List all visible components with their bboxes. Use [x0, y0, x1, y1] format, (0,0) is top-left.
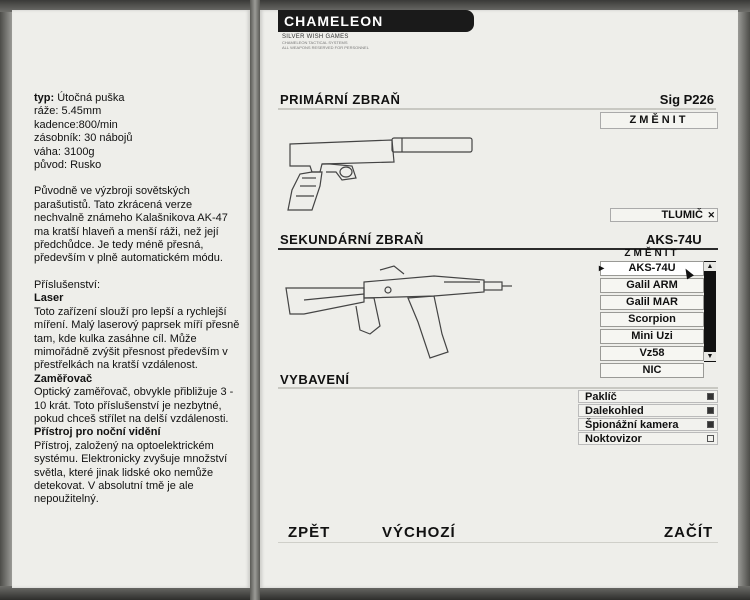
night-vision-title: Přístroj pro noční vidění [34, 426, 161, 439]
stat-weight: váha: 3100g [34, 145, 95, 158]
panel-divider [250, 0, 260, 600]
intro-text: Původně ve výzbroji sovětských parašutistů. Tato zkrácená verze nechvalně známeho Kalašnikova AK-47 ma kratší hlaveň a menší ráži, než její předchůdce. Je tedy méně přesná, především v plně automatickém módu. [34, 185, 228, 265]
logo-title: CHAMELEON [278, 10, 474, 32]
frame-left-edge [0, 0, 12, 600]
change-primary-button[interactable]: ZMĚNIT [600, 112, 718, 129]
scroll-up-icon[interactable]: ▲ [704, 262, 716, 271]
frame-bottom-bar [0, 586, 750, 600]
silencer-toggle[interactable]: TLUMIČ ✕ [610, 208, 718, 222]
weapon-option-aks74u[interactable]: ▸ AKS-74U [600, 261, 704, 276]
secondary-weapon-name: AKS-74U [646, 232, 702, 247]
change-secondary-button[interactable]: ZMĚNIT [624, 248, 680, 259]
game-logo [278, 10, 474, 50]
start-button[interactable]: ZAČÍT [664, 524, 714, 541]
accessories-label: Příslušenství: [34, 278, 101, 291]
stat-magazine: zásobník: 30 nábojů [34, 132, 133, 145]
logo-subtitle: SILVER WISH GAMES [282, 34, 349, 40]
scope-title: Zaměřovač [34, 372, 93, 385]
laser-text: Toto zařízení slouží pro lepší a rychlejší míření. Malý laserový paprsek míří přesně tam, kde kulka zasáhne cíl. Může mimořádně zvýšit přesnost především v přestřelkách na kratší vzdálenost. [34, 305, 240, 372]
weapon-option-scorpion[interactable]: Scorpion [600, 312, 704, 327]
silencer-check-icon: ✕ [707, 210, 715, 220]
weapon-option-none[interactable]: NIC [600, 363, 704, 378]
primary-rule [278, 108, 716, 110]
scope-text: Optický zaměřovač, obvykle přibližuje 3 - 10 krát. Toto příslušenství je nezbytné, pokud chceš střílet na delší vzdálenosti. [34, 386, 234, 425]
weapon-option-vz58[interactable]: Vz58 [600, 346, 704, 361]
logo-fineprint-1: CHAMELEON TACTICAL SYSTEMS [282, 40, 348, 45]
equipment-night-vision[interactable]: Noktovizor [578, 432, 718, 445]
stat-caliber: ráže: 5.45mm [34, 105, 102, 118]
equipment-lockpick[interactable]: Paklíč [578, 390, 718, 403]
primary-weapon-title: PRIMÁRNÍ ZBRAŇ [280, 92, 401, 107]
rifle-image [284, 262, 514, 362]
equipment-spy-camera[interactable]: Špionážní kamera [578, 418, 718, 431]
checkbox-icon [707, 393, 714, 400]
night-vision-text: Přístroj, založený na optoelektrickém systému. Elektronicky zvyšuje množství světla, které jinak lidské oko nemůže detekovat. V absolutní tmě je ale nepoužitelný. [34, 439, 228, 506]
stat-type: typ: Útočná puška [34, 92, 125, 104]
stat-rate: kadence:800/min [34, 118, 118, 131]
stat-origin: původ: Rusko [34, 159, 102, 172]
checkbox-icon [707, 421, 714, 428]
weapon-list-scrollbar[interactable] [704, 261, 716, 362]
checkbox-icon [707, 407, 714, 414]
back-button[interactable]: ZPĚT [288, 524, 331, 541]
equipment-binoculars[interactable]: Dalekohled [578, 404, 718, 417]
default-button[interactable]: VÝCHOZÍ [382, 524, 456, 541]
logo-fineprint-2: ALL WEAPONS RESERVED FOR PERSONNEL [282, 45, 369, 50]
weapon-option-mini-uzi[interactable]: Mini Uzi [600, 329, 704, 344]
footer-rule [278, 542, 718, 543]
primary-weapon-name: Sig P226 [659, 92, 714, 107]
laser-title: Laser [34, 292, 64, 305]
weapon-option-galil-mar[interactable]: Galil MAR [600, 295, 704, 310]
frame-right-edge [738, 0, 750, 600]
secondary-weapon-title: SEKUNDÁRNÍ ZBRAŇ [280, 232, 424, 247]
weapon-option-galil-arm[interactable]: Galil ARM [600, 278, 704, 293]
checkbox-icon [707, 435, 714, 442]
scroll-down-icon[interactable]: ▼ [704, 352, 716, 361]
equipment-rule [278, 387, 718, 389]
pistol-image [282, 126, 482, 218]
equipment-title: VYBAVENÍ [280, 372, 350, 387]
weapon-description [34, 92, 244, 507]
